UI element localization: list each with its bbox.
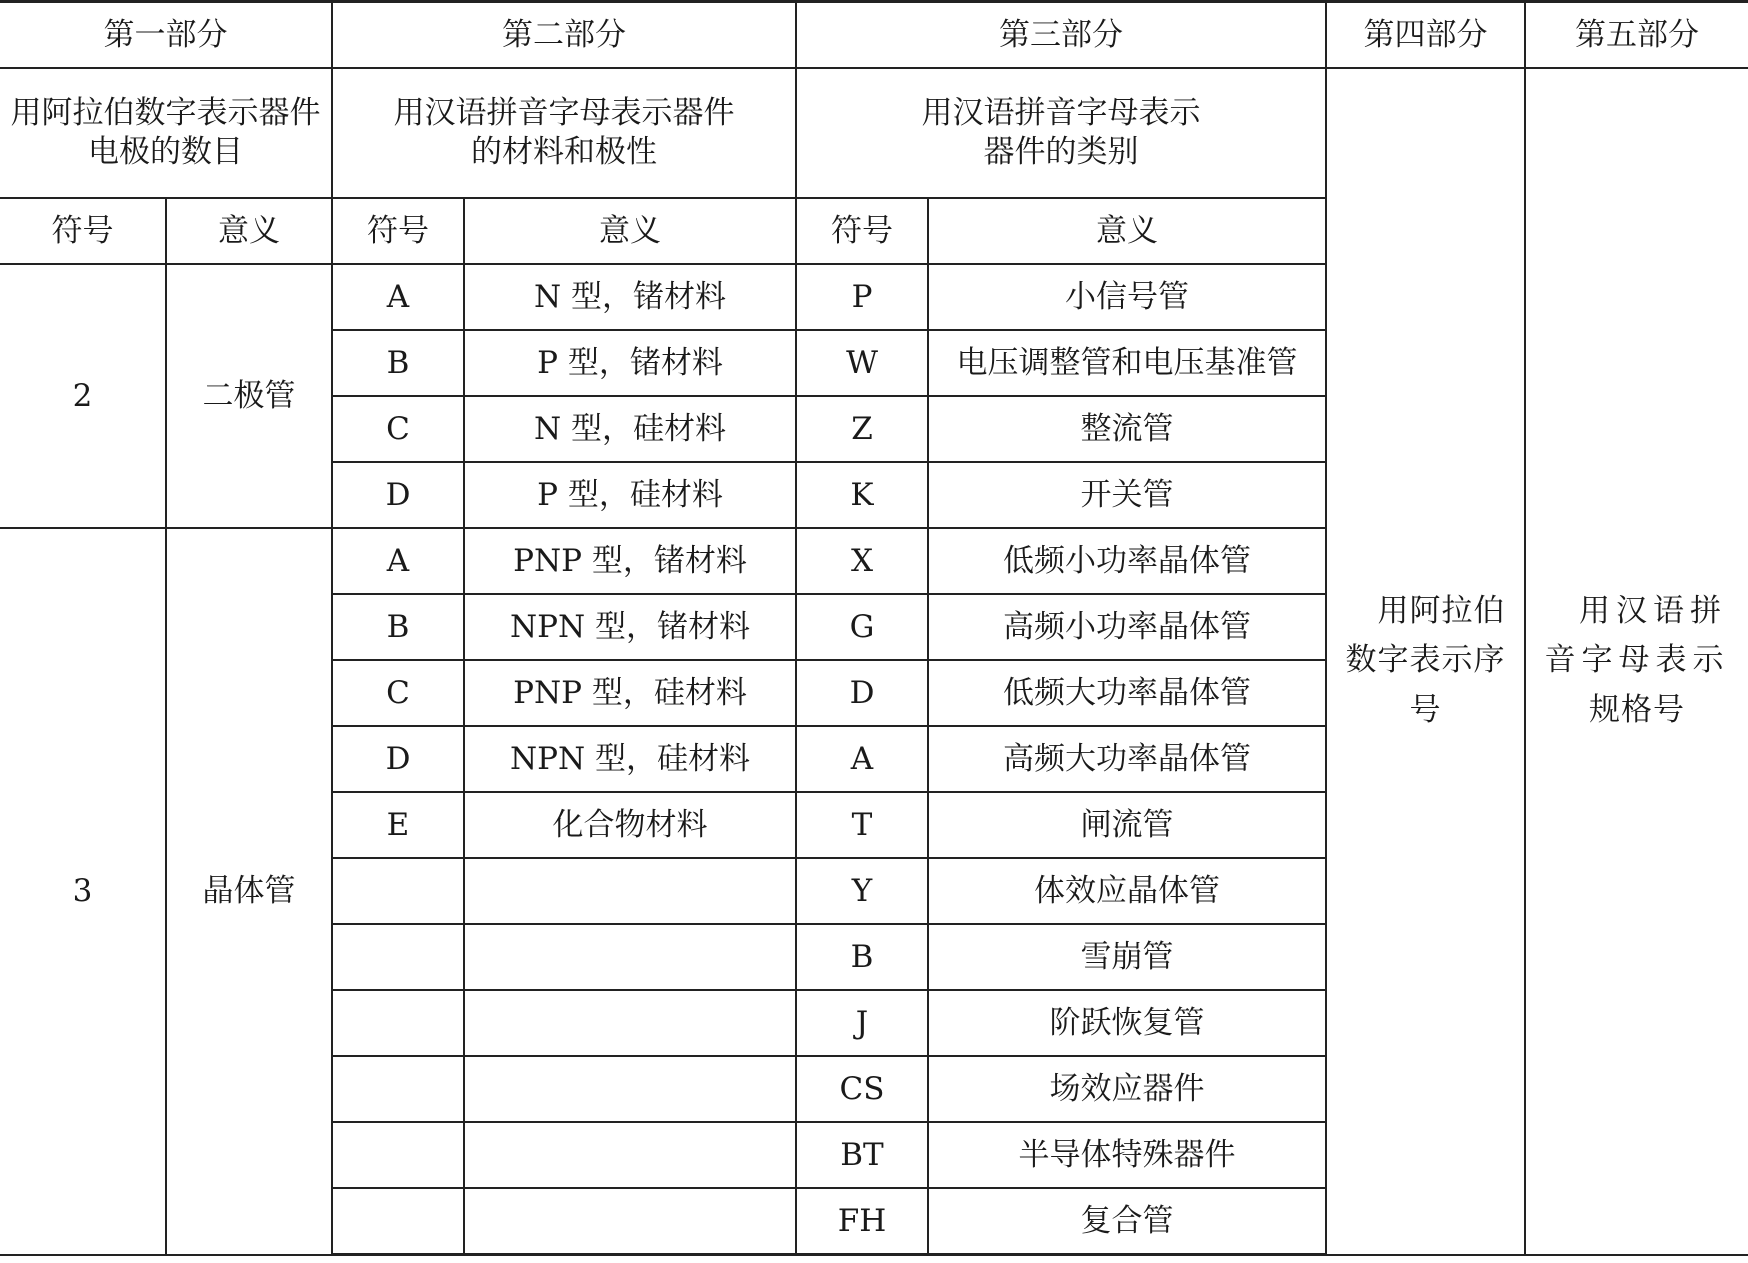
category-symbol: FH xyxy=(796,1188,928,1255)
part2-description xyxy=(332,68,796,198)
part1-header: 第一部分 xyxy=(0,2,332,69)
category-symbol: X xyxy=(796,528,928,594)
category-symbol: B xyxy=(796,924,928,990)
category-symbol: Y xyxy=(796,858,928,924)
material-symbol xyxy=(332,1188,464,1255)
category-symbol: D xyxy=(796,660,928,726)
category-symbol: T xyxy=(796,792,928,858)
part1-description-line: 用阿拉伯数字表示器件 xyxy=(10,95,321,132)
material-meaning xyxy=(464,924,796,990)
category-symbol: A xyxy=(796,726,928,792)
category-symbol: G xyxy=(796,594,928,660)
material-meaning xyxy=(464,1056,796,1122)
part4-description-line: 数字表示序 xyxy=(1345,642,1506,679)
category-meaning: 闸流管 xyxy=(928,792,1326,858)
group-symbol-transistor: 3 xyxy=(0,528,166,1255)
material-symbol xyxy=(332,990,464,1056)
material-symbol: A xyxy=(332,528,464,594)
part-header-row xyxy=(0,2,1748,69)
category-symbol: K xyxy=(796,462,928,528)
material-symbol: C xyxy=(332,396,464,462)
category-meaning: 阶跃恢复管 xyxy=(928,990,1326,1056)
category-meaning: 低频大功率晶体管 xyxy=(928,660,1326,726)
part4-description xyxy=(1326,68,1525,1255)
part5-description-line: 规格号 xyxy=(1589,692,1685,729)
group-meaning-diode: 二极管 xyxy=(166,264,332,528)
part2-meaning-header: 意义 xyxy=(464,198,796,264)
material-symbol: D xyxy=(332,462,464,528)
category-meaning: 半导体特殊器件 xyxy=(928,1122,1326,1188)
part1-symbol-header: 符号 xyxy=(0,198,166,264)
category-symbol: BT xyxy=(796,1122,928,1188)
category-meaning: 开关管 xyxy=(928,462,1326,528)
part2-symbol-header: 符号 xyxy=(332,198,464,264)
part5-description-line: 用汉语拼 xyxy=(1579,592,1727,629)
material-meaning: N 型，锗材料 xyxy=(464,264,796,330)
material-symbol: A xyxy=(332,264,464,330)
part3-description xyxy=(796,68,1326,198)
material-symbol xyxy=(332,858,464,924)
category-meaning: 雪崩管 xyxy=(928,924,1326,990)
material-symbol xyxy=(332,1056,464,1122)
part3-meaning-header: 意义 xyxy=(928,198,1326,264)
part3-symbol-header: 符号 xyxy=(796,198,928,264)
part2-header: 第二部分 xyxy=(332,2,796,69)
part3-description-line: 用汉语拼音字母表示 xyxy=(921,95,1201,132)
part4-header: 第四部分 xyxy=(1326,2,1525,69)
category-symbol: W xyxy=(796,330,928,396)
category-meaning: 电压调整管和电压基准管 xyxy=(928,330,1326,396)
part4-description-line: 用阿拉伯 xyxy=(1377,592,1506,629)
part3-header: 第三部分 xyxy=(796,2,1326,69)
material-meaning xyxy=(464,990,796,1056)
category-meaning: 小信号管 xyxy=(928,264,1326,330)
part5-description xyxy=(1525,68,1748,1255)
group-symbol-diode: 2 xyxy=(0,264,166,528)
material-meaning: P 型，硅材料 xyxy=(464,462,796,528)
part3-description-line: 器件的类别 xyxy=(983,134,1139,170)
material-symbol: D xyxy=(332,726,464,792)
category-symbol: Z xyxy=(796,396,928,462)
material-symbol: B xyxy=(332,594,464,660)
part1-description xyxy=(0,68,332,198)
part5-description-line: 音字母表示 xyxy=(1544,642,1730,679)
material-meaning: 化合物材料 xyxy=(464,792,796,858)
material-meaning xyxy=(464,1122,796,1188)
material-symbol: B xyxy=(332,330,464,396)
part4-description-line: 号 xyxy=(1409,692,1442,729)
material-meaning: NPN 型，锗材料 xyxy=(464,594,796,660)
part2-description-line: 用汉语拼音字母表示器件 xyxy=(393,95,735,132)
category-meaning: 低频小功率晶体管 xyxy=(928,528,1326,594)
description-row xyxy=(0,68,1748,198)
category-meaning: 高频大功率晶体管 xyxy=(928,726,1326,792)
material-meaning: N 型，硅材料 xyxy=(464,396,796,462)
material-symbol xyxy=(332,1122,464,1188)
material-meaning: P 型，锗材料 xyxy=(464,330,796,396)
category-symbol: P xyxy=(796,264,928,330)
material-symbol xyxy=(332,924,464,990)
material-symbol: E xyxy=(332,792,464,858)
part1-meaning-header: 意义 xyxy=(166,198,332,264)
category-meaning: 高频小功率晶体管 xyxy=(928,594,1326,660)
part1-description-line: 电极的数目 xyxy=(88,134,243,170)
material-meaning: PNP 型，硅材料 xyxy=(464,660,796,726)
part2-description-line: 的材料和极性 xyxy=(471,134,657,170)
material-meaning: NPN 型，硅材料 xyxy=(464,726,796,792)
group-meaning-transistor: 晶体管 xyxy=(166,528,332,1255)
part5-header: 第五部分 xyxy=(1525,2,1748,69)
category-meaning: 复合管 xyxy=(928,1188,1326,1255)
category-meaning: 场效应器件 xyxy=(928,1056,1326,1122)
material-symbol: C xyxy=(332,660,464,726)
category-symbol: J xyxy=(796,990,928,1056)
category-symbol: CS xyxy=(796,1056,928,1122)
category-meaning: 整流管 xyxy=(928,396,1326,462)
material-meaning: PNP 型，锗材料 xyxy=(464,528,796,594)
material-meaning xyxy=(464,1188,796,1255)
category-meaning: 体效应晶体管 xyxy=(928,858,1326,924)
material-meaning xyxy=(464,858,796,924)
